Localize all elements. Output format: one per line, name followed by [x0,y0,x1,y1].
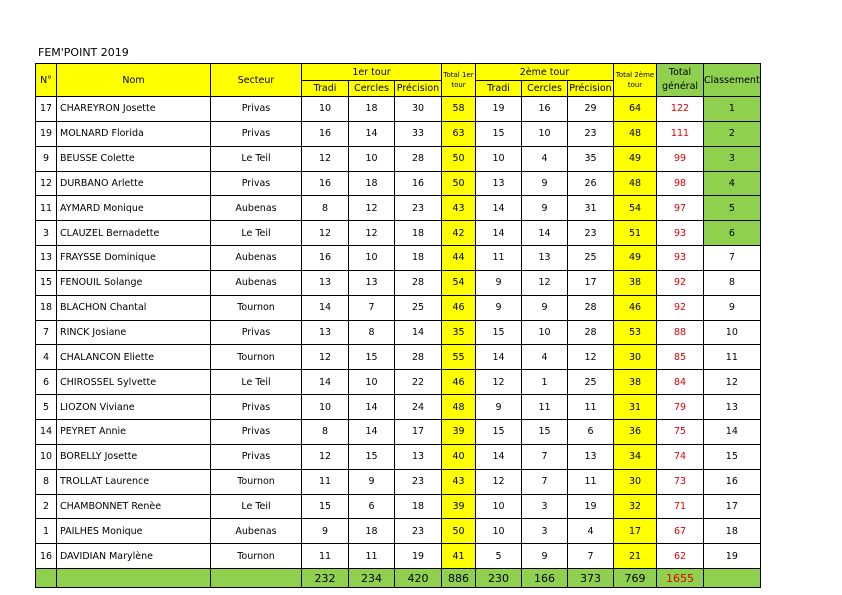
cell-cercles-1: 10 [349,246,395,271]
cell-secteur: Aubenas [211,196,302,221]
cell-nom: DURBANO Arlette [57,171,211,196]
cell-precision-1: 33 [395,121,442,146]
cell-total-2: 30 [614,345,657,370]
cell-precision-1: 18 [395,246,442,271]
cell-secteur: Le Teil [211,370,302,395]
header-secteur: Secteur [211,64,302,97]
cell-cercles-2: 9 [522,295,568,320]
cell-nom: CHAREYRON Josette [57,97,211,122]
totals-empty [211,569,302,588]
cell-nom: FENOUIL Solange [57,270,211,295]
cell-cercles-2: 10 [522,320,568,345]
cell-secteur: Tournon [211,345,302,370]
cell-cercles-1: 12 [349,196,395,221]
cell-precision-1: 18 [395,221,442,246]
cell-cercles-2: 9 [522,171,568,196]
cell-total-1: 54 [442,270,476,295]
cell-tradi-2: 14 [476,345,522,370]
cell-cercles-2: 3 [522,494,568,519]
cell-cercles-2: 1 [522,370,568,395]
cell-total-general: 99 [657,146,704,171]
cell-classement: 10 [704,320,761,345]
cell-secteur: Le Teil [211,146,302,171]
cell-classement: 1 [704,97,761,122]
cell-tradi-2: 15 [476,419,522,444]
cell-tradi-1: 13 [302,270,349,295]
header-classement: Classement [704,64,761,97]
grand-total: 1655 [657,569,704,588]
cell-precision-2: 4 [568,519,614,544]
cell-secteur: Privas [211,97,302,122]
cell-nom: CHAMBONNET Renèe [57,494,211,519]
cell-num: 15 [36,270,57,295]
cell-total-1: 43 [442,469,476,494]
cell-secteur: Privas [211,444,302,469]
cell-classement: 7 [704,246,761,271]
cell-secteur: Tournon [211,469,302,494]
cell-nom: LIOZON Viviane [57,395,211,420]
cell-tradi-1: 14 [302,370,349,395]
cell-num: 4 [36,345,57,370]
cell-tradi-1: 8 [302,419,349,444]
cell-precision-1: 24 [395,395,442,420]
cell-secteur: Aubenas [211,519,302,544]
table-row [36,544,761,569]
cell-classement: 18 [704,519,761,544]
cell-classement: 14 [704,419,761,444]
cell-total-2: 49 [614,246,657,271]
cell-total-1: 50 [442,519,476,544]
cell-num: 2 [36,494,57,519]
cell-cercles-1: 14 [349,419,395,444]
cell-nom: DAVIDIAN Marylène [57,544,211,569]
cell-secteur: Privas [211,395,302,420]
cell-precision-1: 25 [395,295,442,320]
cell-tradi-2: 15 [476,121,522,146]
cell-num: 10 [36,444,57,469]
totals-empty [36,569,57,588]
table-row [36,295,761,320]
cell-secteur: Privas [211,320,302,345]
table-row [36,171,761,196]
cell-total-general: 97 [657,196,704,221]
header-precision-1: Précision [395,81,442,97]
table-row [36,395,761,420]
cell-cercles-1: 10 [349,370,395,395]
cell-tradi-2: 10 [476,146,522,171]
cell-cercles-1: 18 [349,519,395,544]
cell-secteur: Aubenas [211,270,302,295]
cell-cercles-2: 9 [522,196,568,221]
cell-precision-1: 16 [395,171,442,196]
cell-total-general: 111 [657,121,704,146]
cell-classement: 15 [704,444,761,469]
cell-precision-1: 18 [395,494,442,519]
cell-nom: RINCK Josiane [57,320,211,345]
cell-tradi-1: 8 [302,196,349,221]
cell-classement: 5 [704,196,761,221]
cell-nom: CHIROSSEL Sylvette [57,370,211,395]
cell-nom: CHALANCON Eliette [57,345,211,370]
cell-num: 17 [36,97,57,122]
cell-tradi-2: 9 [476,295,522,320]
header-tradi-2: Tradi [476,81,522,97]
table-row [36,494,761,519]
cell-precision-2: 6 [568,419,614,444]
cell-tradi-1: 11 [302,469,349,494]
cell-precision-2: 28 [568,295,614,320]
cell-total-general: 73 [657,469,704,494]
cell-nom: BEUSSE Colette [57,146,211,171]
cell-nom: BLACHON Chantal [57,295,211,320]
cell-precision-1: 23 [395,196,442,221]
cell-classement: 16 [704,469,761,494]
cell-cercles-2: 13 [522,246,568,271]
cell-tradi-1: 10 [302,395,349,420]
cell-tradi-2: 9 [476,395,522,420]
cell-total-general: 88 [657,320,704,345]
cell-tradi-2: 13 [476,171,522,196]
cell-nom: FRAYSSE Dominique [57,246,211,271]
cell-precision-2: 12 [568,345,614,370]
cell-total-2: 30 [614,469,657,494]
table-row [36,121,761,146]
cell-tradi-2: 19 [476,97,522,122]
cell-precision-1: 22 [395,370,442,395]
header-tradi-1: Tradi [302,81,349,97]
cell-cercles-2: 10 [522,121,568,146]
cell-total-general: 79 [657,395,704,420]
cell-cercles-2: 9 [522,544,568,569]
cell-total-general: 74 [657,444,704,469]
cell-cercles-2: 3 [522,519,568,544]
cell-precision-1: 17 [395,419,442,444]
header-precision-2: Précision [568,81,614,97]
header-num: N° [36,64,57,97]
cell-precision-1: 28 [395,146,442,171]
cell-precision-2: 26 [568,171,614,196]
cell-total-1: 46 [442,295,476,320]
cell-cercles-1: 8 [349,320,395,345]
cell-tradi-1: 15 [302,494,349,519]
cell-classement: 6 [704,221,761,246]
table-row [36,345,761,370]
table-row [36,370,761,395]
cell-secteur: Le Teil [211,494,302,519]
cell-tradi-1: 9 [302,519,349,544]
cell-total-2: 34 [614,444,657,469]
cell-nom: PEYRET Annie [57,419,211,444]
cell-precision-2: 7 [568,544,614,569]
cell-cercles-2: 7 [522,444,568,469]
cell-nom: CLAUZEL Bernadette [57,221,211,246]
cell-total-2: 17 [614,519,657,544]
cell-precision-2: 35 [568,146,614,171]
table-row [36,444,761,469]
cell-cercles-1: 11 [349,544,395,569]
cell-tradi-2: 5 [476,544,522,569]
cell-cercles-1: 18 [349,97,395,122]
cell-tradi-1: 16 [302,171,349,196]
cell-tradi-1: 16 [302,246,349,271]
cell-secteur: Privas [211,121,302,146]
cell-classement: 3 [704,146,761,171]
cell-num: 14 [36,419,57,444]
cell-cercles-2: 12 [522,270,568,295]
cell-precision-1: 28 [395,345,442,370]
cell-tradi-2: 15 [476,320,522,345]
cell-classement: 11 [704,345,761,370]
cell-total-2: 38 [614,270,657,295]
cell-total-2: 21 [614,544,657,569]
total-tour2: 769 [614,569,657,588]
cell-cercles-2: 4 [522,345,568,370]
cell-classement: 13 [704,395,761,420]
cell-nom: MOLNARD Florida [57,121,211,146]
header-cercles-2: Cercles [522,81,568,97]
cell-cercles-2: 11 [522,395,568,420]
cell-total-general: 71 [657,494,704,519]
cell-precision-1: 13 [395,444,442,469]
cell-classement: 12 [704,370,761,395]
cell-classement: 19 [704,544,761,569]
cell-total-2: 48 [614,121,657,146]
cell-secteur: Privas [211,419,302,444]
cell-tradi-2: 12 [476,469,522,494]
cell-cercles-2: 16 [522,97,568,122]
cell-cercles-1: 15 [349,345,395,370]
total-precision-2: 373 [568,569,614,588]
cell-total-1: 39 [442,494,476,519]
cell-precision-1: 30 [395,97,442,122]
cell-precision-2: 25 [568,370,614,395]
cell-tradi-1: 10 [302,97,349,122]
table-row [36,469,761,494]
cell-tradi-2: 14 [476,444,522,469]
total-precision-1: 420 [395,569,442,588]
cell-total-2: 48 [614,171,657,196]
cell-total-1: 50 [442,171,476,196]
cell-secteur: Tournon [211,295,302,320]
cell-tradi-2: 10 [476,494,522,519]
cell-tradi-1: 14 [302,295,349,320]
cell-classement: 9 [704,295,761,320]
cell-total-2: 32 [614,494,657,519]
cell-total-2: 53 [614,320,657,345]
cell-classement: 2 [704,121,761,146]
cell-cercles-1: 18 [349,171,395,196]
cell-total-1: 44 [442,246,476,271]
cell-total-general: 67 [657,519,704,544]
cell-precision-2: 19 [568,494,614,519]
cell-num: 16 [36,544,57,569]
totals-empty [704,569,761,588]
cell-precision-2: 11 [568,395,614,420]
cell-precision-2: 28 [568,320,614,345]
cell-num: 11 [36,196,57,221]
table-row [36,519,761,544]
cell-total-2: 31 [614,395,657,420]
cell-total-2: 36 [614,419,657,444]
cell-cercles-1: 6 [349,494,395,519]
cell-total-2: 49 [614,146,657,171]
cell-num: 18 [36,295,57,320]
cell-precision-2: 23 [568,121,614,146]
cell-total-1: 35 [442,320,476,345]
cell-tradi-1: 12 [302,345,349,370]
cell-tradi-1: 12 [302,221,349,246]
cell-nom: PAILHES Monique [57,519,211,544]
cell-num: 7 [36,320,57,345]
cell-num: 6 [36,370,57,395]
cell-tradi-1: 13 [302,320,349,345]
header-tour1: 1er tour [302,64,442,81]
header-nom: Nom [57,64,211,97]
cell-total-1: 43 [442,196,476,221]
cell-tradi-2: 9 [476,270,522,295]
cell-total-2: 46 [614,295,657,320]
header-total-general: Total général [657,64,704,97]
table-row [36,146,761,171]
cell-precision-2: 17 [568,270,614,295]
cell-secteur: Privas [211,171,302,196]
cell-total-1: 41 [442,544,476,569]
cell-total-general: 92 [657,270,704,295]
cell-num: 9 [36,146,57,171]
cell-total-1: 46 [442,370,476,395]
cell-secteur: Aubenas [211,246,302,271]
cell-total-general: 85 [657,345,704,370]
cell-num: 12 [36,171,57,196]
totals-row [36,569,761,588]
cell-total-general: 84 [657,370,704,395]
total-tour1: 886 [442,569,476,588]
cell-total-general: 75 [657,419,704,444]
cell-precision-1: 23 [395,469,442,494]
cell-total-general: 92 [657,295,704,320]
cell-cercles-1: 7 [349,295,395,320]
cell-num: 5 [36,395,57,420]
cell-total-1: 55 [442,345,476,370]
cell-num: 19 [36,121,57,146]
cell-cercles-1: 14 [349,395,395,420]
cell-precision-1: 14 [395,320,442,345]
cell-precision-2: 25 [568,246,614,271]
cell-cercles-1: 9 [349,469,395,494]
table-row [36,221,761,246]
cell-total-general: 62 [657,544,704,569]
cell-precision-2: 13 [568,444,614,469]
cell-cercles-1: 14 [349,121,395,146]
cell-num: 13 [36,246,57,271]
cell-tradi-2: 12 [476,370,522,395]
cell-tradi-1: 16 [302,121,349,146]
header-total2: Total 2ème tour [614,64,657,97]
cell-total-2: 51 [614,221,657,246]
cell-tradi-2: 11 [476,246,522,271]
cell-num: 1 [36,519,57,544]
header-cercles-1: Cercles [349,81,395,97]
cell-tradi-1: 12 [302,444,349,469]
cell-precision-2: 23 [568,221,614,246]
page-title: FEM'POINT 2019 [38,46,129,59]
cell-total-1: 39 [442,419,476,444]
cell-tradi-1: 11 [302,544,349,569]
cell-precision-2: 11 [568,469,614,494]
cell-cercles-1: 12 [349,221,395,246]
table-row [36,246,761,271]
total-cercles-1: 234 [349,569,395,588]
table-row [36,419,761,444]
cell-total-1: 58 [442,97,476,122]
cell-num: 8 [36,469,57,494]
cell-precision-2: 29 [568,97,614,122]
cell-total-2: 38 [614,370,657,395]
cell-nom: BORELLY Josette [57,444,211,469]
cell-secteur: Tournon [211,544,302,569]
cell-precision-1: 23 [395,519,442,544]
cell-total-2: 54 [614,196,657,221]
header-tour2: 2ème tour [476,64,614,81]
cell-total-1: 48 [442,395,476,420]
cell-total-general: 122 [657,97,704,122]
cell-total-general: 93 [657,246,704,271]
table-row [36,320,761,345]
cell-cercles-1: 15 [349,444,395,469]
cell-precision-1: 28 [395,270,442,295]
cell-precision-1: 19 [395,544,442,569]
cell-total-1: 40 [442,444,476,469]
cell-total-1: 63 [442,121,476,146]
total-tradi-2: 230 [476,569,522,588]
cell-cercles-1: 13 [349,270,395,295]
header-total1: Total 1er tour [442,64,476,97]
cell-classement: 8 [704,270,761,295]
table-row [36,270,761,295]
cell-num: 3 [36,221,57,246]
cell-tradi-2: 10 [476,519,522,544]
cell-cercles-2: 14 [522,221,568,246]
cell-total-2: 64 [614,97,657,122]
cell-classement: 17 [704,494,761,519]
cell-cercles-2: 7 [522,469,568,494]
cell-secteur: Le Teil [211,221,302,246]
cell-total-general: 98 [657,171,704,196]
cell-tradi-2: 14 [476,196,522,221]
results-table [35,63,761,588]
cell-nom: AYMARD Monique [57,196,211,221]
cell-tradi-2: 14 [476,221,522,246]
cell-total-1: 42 [442,221,476,246]
total-tradi-1: 232 [302,569,349,588]
table-row [36,97,761,122]
cell-total-general: 93 [657,221,704,246]
total-cercles-2: 166 [522,569,568,588]
table-row [36,196,761,221]
cell-cercles-2: 15 [522,419,568,444]
cell-nom: TROLLAT Laurence [57,469,211,494]
cell-classement: 4 [704,171,761,196]
totals-empty [57,569,211,588]
cell-cercles-2: 4 [522,146,568,171]
cell-cercles-1: 10 [349,146,395,171]
cell-total-1: 50 [442,146,476,171]
cell-precision-2: 31 [568,196,614,221]
cell-tradi-1: 12 [302,146,349,171]
